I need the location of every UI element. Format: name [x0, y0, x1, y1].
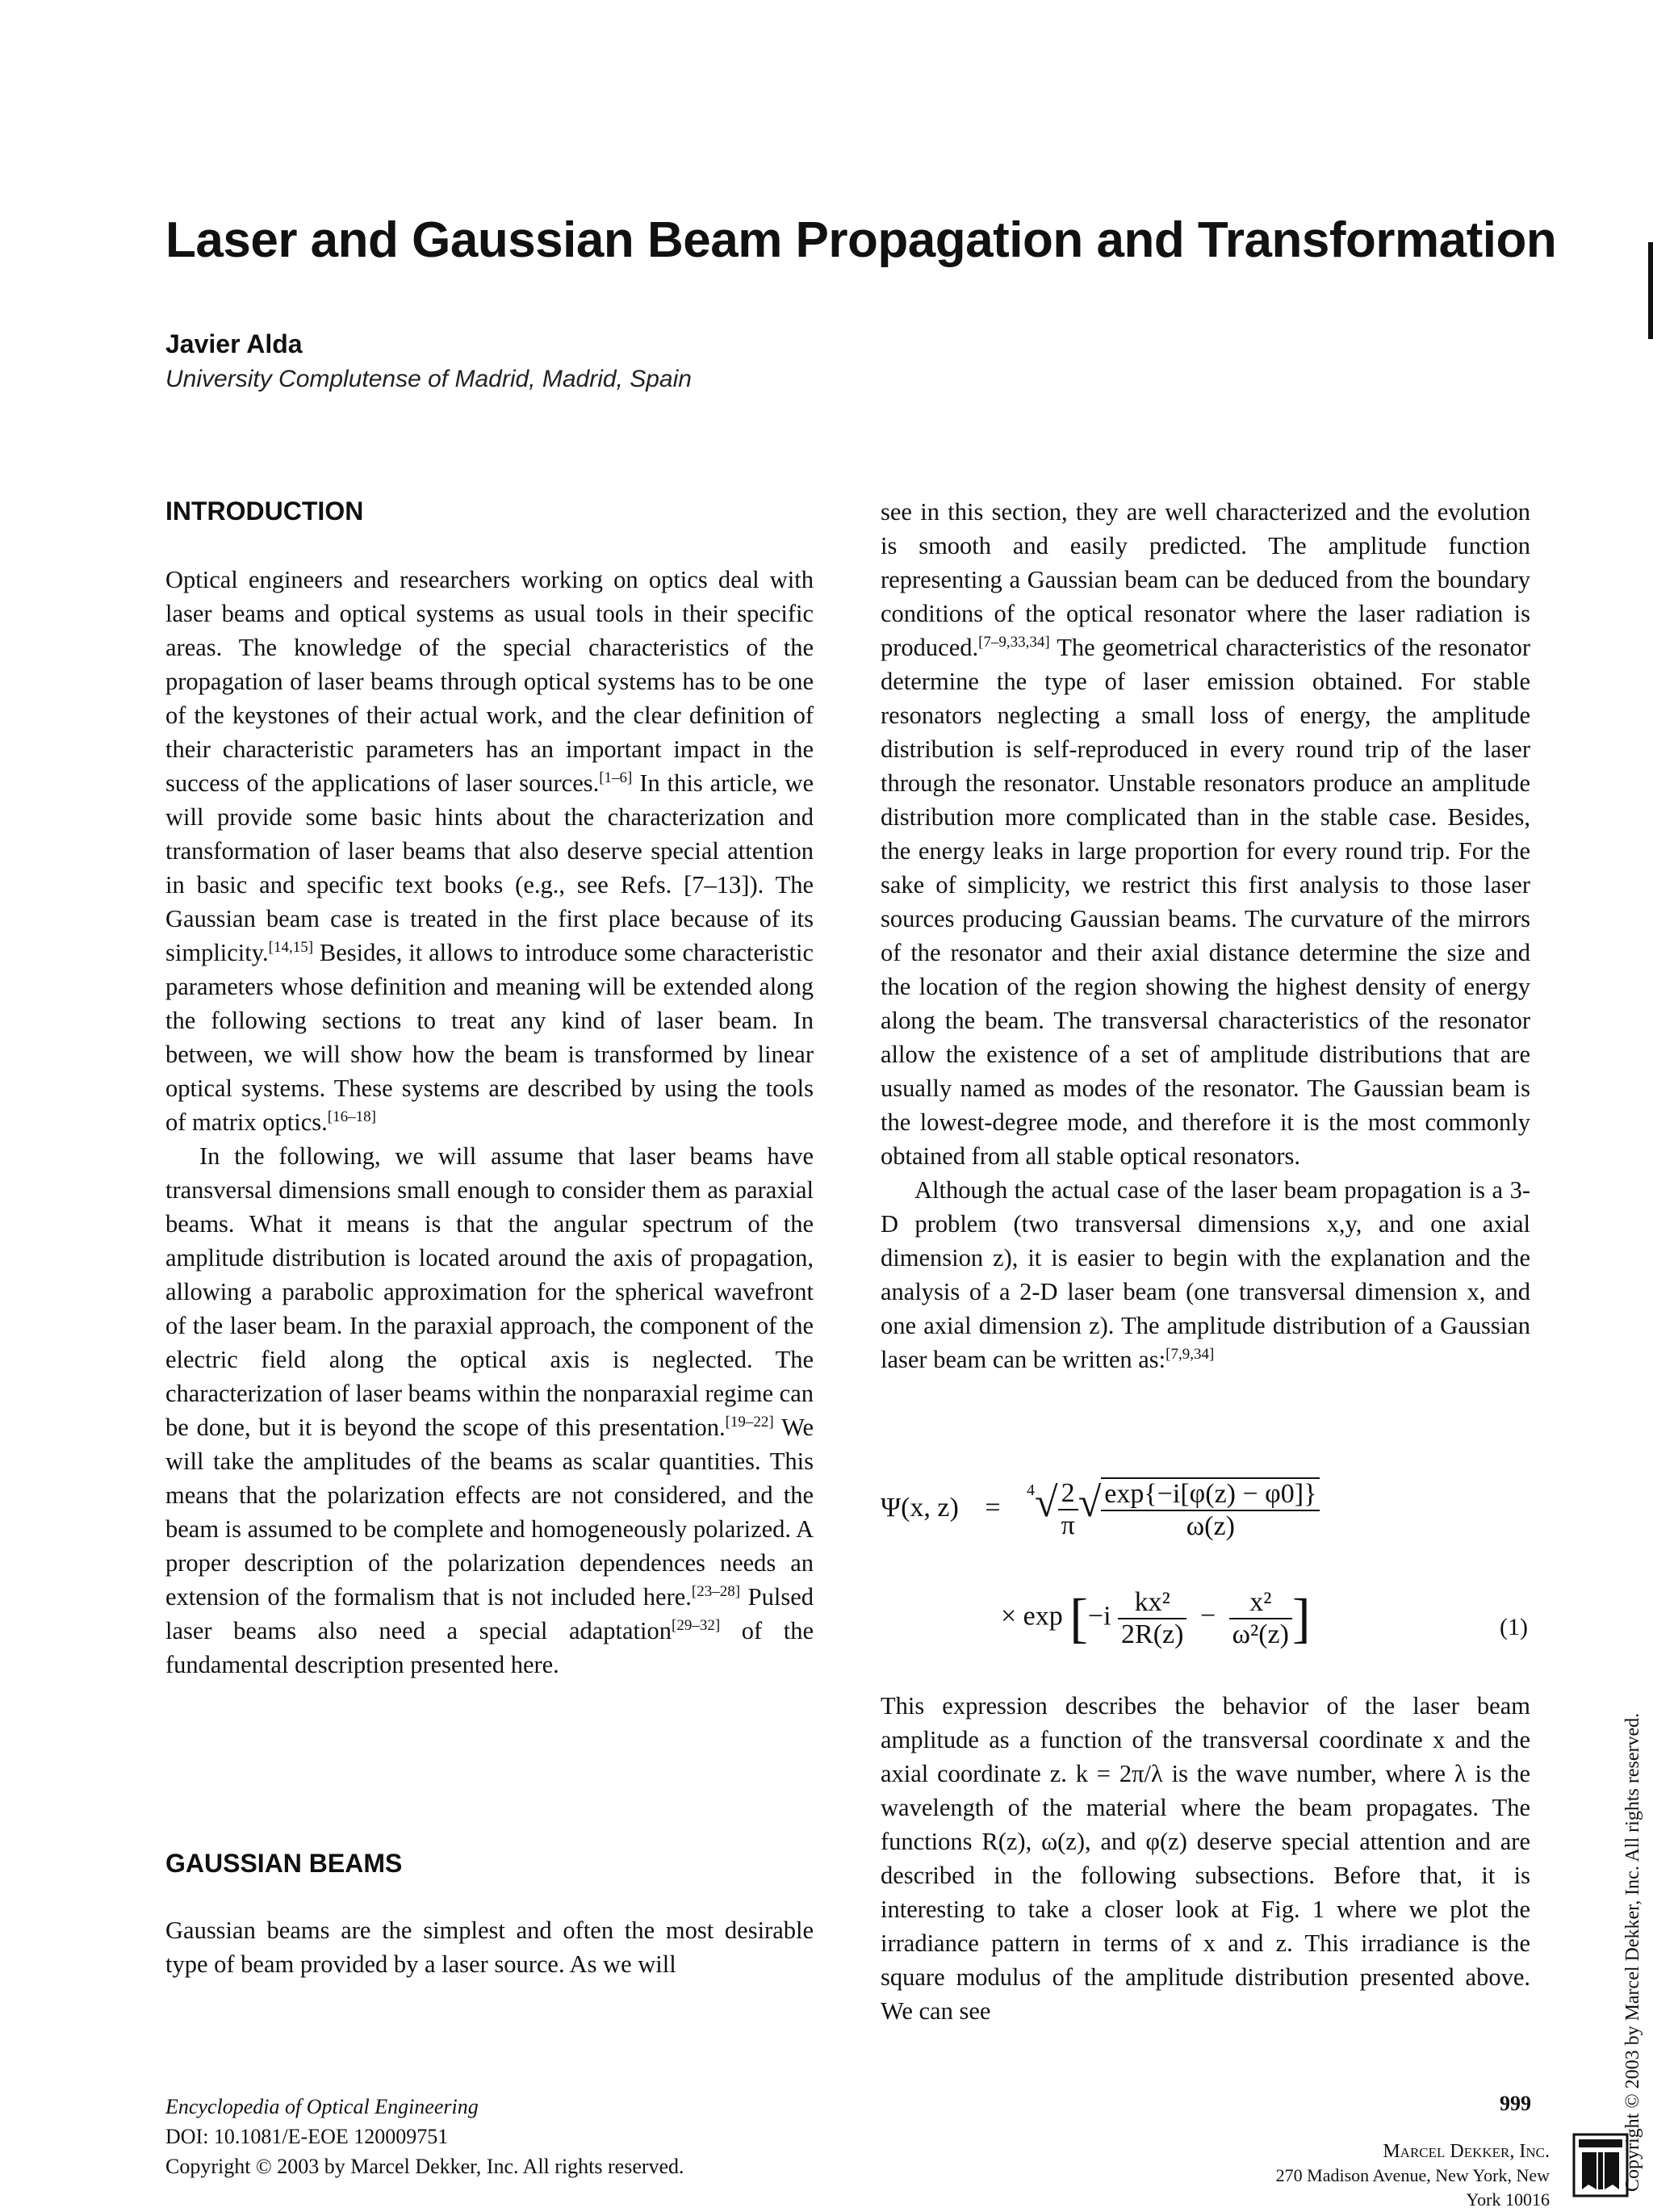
page-edge-mark [1648, 242, 1653, 339]
citation: [7–9,33,34] [978, 634, 1050, 651]
publisher-name: Marcel Dekker, Inc. [1383, 2141, 1550, 2162]
paragraph: Although the actual case of the laser beam propagation is a 3-D problem (two transversal dimensions x,y, and one axial dimension z), it is easier to begin with the explanation and the analysis of a 2-D laser beam (one transversal dimension x, and one axial dimension z). The amplitude distribution of a Gaussian laser beam can be written as:[7,9,34] [881, 1176, 1530, 1373]
radical-sign: √ [1035, 1479, 1058, 1526]
paragraph: In the following, we will assume that laser beams have transversal dimensions small enough to consider them as paraxial beams. What it means is that the angular spectrum of the amplitude distribution is located around the axis of propagation, allowing a parabolic approximation for the spherical wavefront of the laser beam. In the paraxial approach, the component of the electric field along the optical axis is neglected. The characterization of laser beams within the nonparaxial regime can be done, but it is beyond the scope of this presentation.[19–22] We will take the amplitudes of the beams as scalar quantities. This means that the polarization effects are not considered, and the beam is assumed to be complete and homogeneously polarized. A proper description of the polarization dependences needs an extension of the formalism that is not included here.[23–28] Pulsed laser beams also need a special adaptation[29–32] of the fundamental description presented here. [165, 1142, 814, 1678]
equation-number: (1) [1500, 1614, 1528, 1640]
root-index: 4 [1027, 1481, 1036, 1499]
publisher-address: 270 Madison Avenue, New York, New York 10016 [1275, 2165, 1550, 2210]
section-heading-gaussian-beams: GAUSSIAN BEAMS [165, 1849, 403, 1878]
paragraph: This expression describes the behavior of the laser beam amplitude as a function of the transversal coordinate x and the axial coordinate z. k = 2π/λ is the wave number, where λ is the wavelength of the material where the beam propagates. The functions R(z), ω(z), and φ(z) deserve special attention and are described in the following subsections. Before that, it is interesting to take a closer look at Fig. 1 where we plot the irradiance pattern in terms of x and z. This irradiance is the square modulus of the amplitude distribution presented above. We can see [881, 1692, 1530, 2025]
radical-sign: √ [1078, 1479, 1102, 1526]
copyright-notice: Copyright © 2003 by Marcel Dekker, Inc. All rights reserved. [165, 2155, 684, 2178]
right-column-top [881, 495, 1530, 1376]
section-heading-introduction: INTRODUCTION [165, 496, 364, 526]
paragraph: Gaussian beams are the simplest and often the most desirable type of beam provided by a laser source. As we will [165, 1917, 814, 1978]
author-affiliation: University Complutense of Madrid, Madrid, Spain [165, 366, 692, 392]
citation: [7,9,34] [1165, 1346, 1215, 1363]
citation: [29–32] [672, 1617, 721, 1634]
footer-info [165, 2092, 684, 2181]
citation: [19–22] [725, 1414, 774, 1431]
publisher-block [1259, 2139, 1550, 2212]
paragraph: see in this section, they are well characterized and the evolution is smooth and easily predicted. The amplitude function representing a Gaussian beam can be deduced from the boundary conditions of the optical resonator where the laser radiation is produced.[7–9,33,34] The geometrical characteristics of the resonator determine the type of laser emission obtained. For stable resonators neglecting a small loss of energy, the amplitude distribution is self-reproduced in every round trip of the laser through the resonator. Unstable resonators produce an amplitude distribution more complicated than in the stable case. Besides, the energy leaks in large proportion for every round trip. For the sake of simplicity, we restrict this first analysis to those laser sources producing Gaussian beams. The curvature of the mirrors of the resonator and their axial distance determine the size and the location of the region showing the highest density of energy along the beam. The transversal characteristics of the resonator allow the existence of a set of amplitude distributions that are usually named as modes of the resonator. The Gaussian beam is the lowest-degree mode, and therefore it is the most commonly obtained from all stable optical resonators. [881, 498, 1530, 1170]
fraction: $\frac{2}{\pi}$ [1058, 1478, 1078, 1541]
paragraph: Optical engineers and researchers working on optics deal with laser beams and optical systems as usual tools in their specific areas. The knowledge of the special characteristics of the propagation of laser beams through optical systems has to be one of the keystones of their actual work, and the clear definition of their characteristic parameters has an important impact in the success of the applications of laser sources.[1–6] In this article, we will provide some basic hints about the characterization and transformation of laser beams that also deserve special attention in basic and specific text books (e.g., see Refs. [7–13]). The Gaussian beam case is treated in the first place because of its simplicity.[14,15] Besides, it allows to introduce some characteristic parameters whose definition and meaning will be extended along the following sections to treat any kind of laser beam. In between, we will show how the beam is transformed by linear optical systems. These systems are described by using the tools of matrix optics.[16–18] [165, 566, 814, 1136]
doi: DOI: 10.1081/E-EOE 120009751 [165, 2125, 449, 2148]
journal-name: Encyclopedia of Optical Engineering [165, 2095, 479, 2118]
fraction: $\frac{\exp\{-i[\varphi(z) - \varphi 0]\}}{\omega(z)}$ [1101, 1477, 1320, 1542]
citation: [1–6] [599, 769, 633, 786]
left-column-intro [165, 563, 814, 1682]
right-column-bottom [881, 1689, 1530, 2028]
citation: [16–18] [327, 1108, 376, 1125]
author-name: Javier Alda [165, 329, 303, 358]
fraction: $\frac{\text{x²}}{\text{ω²(z)}}$ [1229, 1587, 1292, 1650]
citation: [14,15] [268, 939, 314, 956]
publisher-logo [1572, 2133, 1629, 2197]
equation-line-1: Ψ(x, z) = $^4$√ $\frac{2}{\pi}$ √ $\frac{\exp\{-i[\varphi(z) - \varphi 0]\}}{\omega(z)}$ [881, 1477, 1320, 1542]
equation-line-2: × exp [−i $\frac{\text{kx²}}{2R(z)}$ − $\frac{\text{x²}}{\text{ω²(z)}}$ ] [1001, 1586, 1311, 1649]
citation: [23–28] [691, 1583, 741, 1600]
fraction: $\frac{\text{kx²}}{2R(z)}$ [1118, 1587, 1186, 1650]
page-number: 999 [1500, 2092, 1531, 2115]
article-title: Laser and Gaussian Beam Propagation and Transformation [165, 212, 1557, 268]
marcel-dekker-logo-icon [1572, 2133, 1629, 2197]
left-column-gaussian [165, 1913, 814, 1981]
